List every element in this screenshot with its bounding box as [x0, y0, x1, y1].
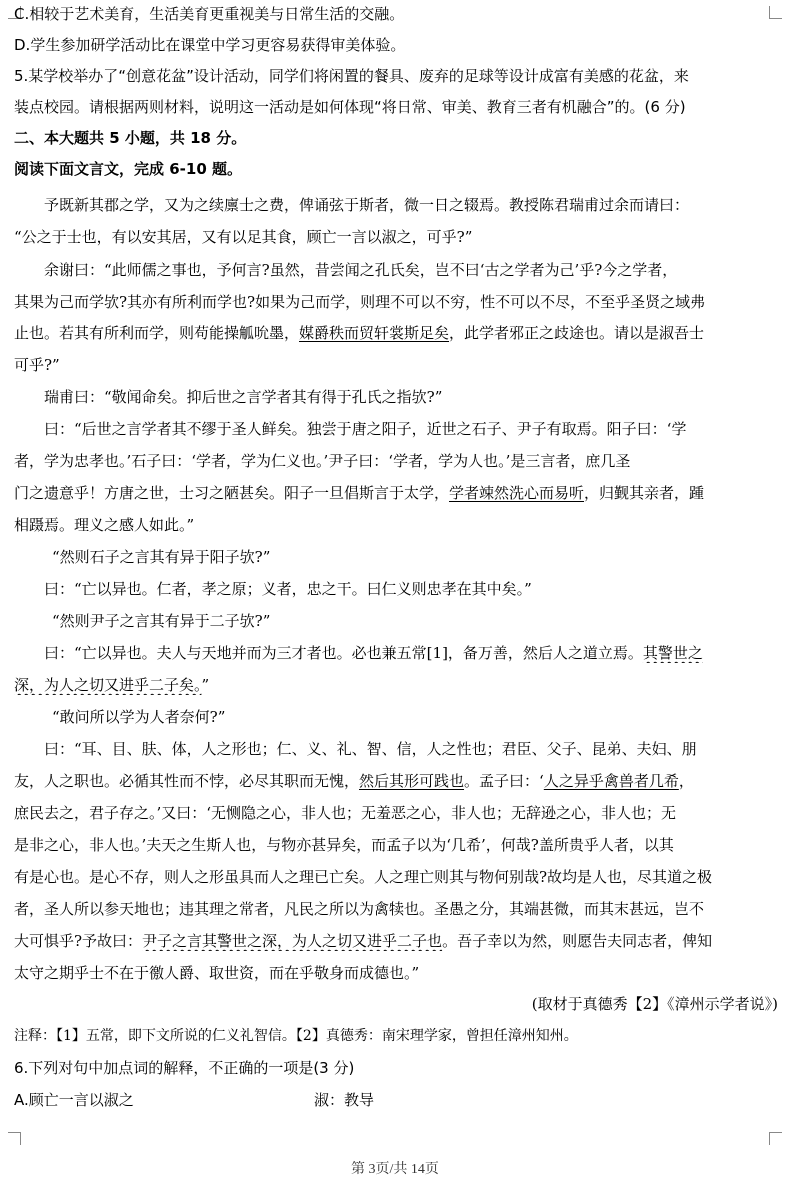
wavy-sentence-2: 尹子之言其警世之深，为人之切又进乎二子也 — [142, 932, 443, 950]
crop-mark-bottom-right — [769, 1132, 782, 1145]
wavy-sentence-1b: 深，为人之切又进乎二子矣。 — [14, 676, 202, 694]
q6-option-a: A.顾亡一言以淑之 淑：教导 — [14, 1091, 375, 1109]
passage-p7: “然则尹子之言其有异于二子欤?” — [52, 612, 271, 630]
underlined-sentence-4: 人之异乎禽兽者几希 — [543, 772, 679, 790]
wavy-sentence-1a: 其警世之 — [642, 644, 703, 662]
option-c: C.相较于艺术美育，生活美育更重视美与日常生活的交融。 — [14, 5, 405, 23]
passage-p10-line-4: 是非之心，非人也。’夫天之生斯人也，与物亦甚异矣，而孟子以为‘几希’，何哉?盖所贵乎人者，以其 — [14, 836, 674, 854]
passage-p2-line-1: 余谢曰：“此师儒之事也，予何言?虽然，昔尝闻之孔氏矣，岂不曰‘古之学者为己’乎?今之学者， — [44, 261, 678, 279]
passage-p2-line-2: 其果为己而学欤?其亦有所利而学也?如果为己而学，则理不可以不穷，性不可以不尽，不至乎圣贤之域弗 — [14, 293, 706, 311]
passage-p10-line-3: 庶民去之，君子存之。’又曰：‘无恻隐之心，非人也；无羞恶之心，非人也；无辞逊之心，非人也；无 — [14, 804, 677, 822]
passage-p2-line-4: 可乎?” — [14, 356, 60, 374]
passage-p5: “然则石子之言其有异于阳子欤?” — [52, 548, 271, 566]
passage-p1-line-1: 予既新其郡之学，又为之续廪士之费，俾诵弦于斯者，微一日之辍焉。教授陈君瑞甫过余而请曰： — [44, 196, 690, 214]
passage-p8-line-1: 曰：“亡以异也。夫人与天地并而为三才者也。必也兼五常[1]，备万善，然后人之道立焉。其警世之 — [44, 644, 703, 662]
passage-p10-line-2: 友，人之职也。必循其性而不悖，必尽其职而无愧，然后其形可践也。孟子曰：‘人之异乎禽兽者几希， — [14, 772, 694, 790]
passage-p4-line-3: 门之遗意乎！方唐之世，士习之陋甚矣。阳子一旦倡斯言于太学，学者竦然洗心而易听，归觐其亲者，踵 — [14, 484, 705, 502]
passage-p4-line-1: 曰：“后世之言学者其不缪于圣人鲜矣。独尝于唐之阳子，近世之石子、尹子有取焉。阳子曰：‘学 — [44, 420, 687, 438]
q6-stem: 6.下列对句中加点词的解释，不正确的一项是(3 分) — [14, 1059, 355, 1077]
source-citation: (取材于真德秀【2】《漳州示学者说》) — [531, 995, 778, 1013]
q5-line-1: 5.某学校举办了“创意花盆”设计活动，同学们将闲置的餐具、废弃的足球等设计成富有美感的花盆，来 — [14, 67, 689, 85]
passage-p8-line-2: 深，为人之切又进乎二子矣。” — [14, 676, 210, 694]
passage-p2-line-3: 止也。若其有所利而学，则苟能操觚吮墨，媒爵秩而贸轩裳斯足矣，此学者邪正之歧途也。请以是淑吾士 — [14, 324, 705, 342]
q5-line-2: 装点校园。请根据两则材料，说明这一活动是如何体现“将日常、审美、教育三者有机融合”的。(6 分) — [14, 98, 686, 116]
passage-p10-line-5: 有是心也。是心不存，则人之形虽具而人之理已亡矣。人之理亡则其与物何别哉?故均是人也，尽其道之极 — [14, 868, 713, 886]
page-footer: 第 3页/共 14页 — [351, 1162, 439, 1177]
section-instruction: 阅读下面文言文，完成 6-10 题。 — [14, 160, 242, 178]
option-d: D.学生参加研学活动比在课堂中学习更容易获得审美体验。 — [14, 36, 406, 54]
underlined-sentence-1: 媒爵秩而贸轩裳斯足矣 — [299, 324, 450, 342]
passage-p10-line-6: 者，圣人所以参天地也；违其理之常者，凡民之所以为禽犊也。圣愚之分，其端甚微，而其末甚远，岂不 — [14, 900, 705, 918]
passage-p4-line-2: 者，学为忠孝也。’石子曰：‘学者，学为仁义也。’尹子曰：‘学者，学为人也。’是三言者，庶几圣 — [14, 452, 631, 470]
passage-p10-line-7: 大可惧乎?予故曰：尹子之言其警世之深，为人之切又进乎二子也。吾子幸以为然，则愿告夫同志者，俾知 — [14, 932, 713, 950]
crop-mark-bottom-left — [8, 1132, 21, 1145]
underlined-sentence-3: 然后其形可践也 — [359, 772, 465, 790]
passage-p10-line-8: 太守之期乎士不在于徼人爵、取世资，而在乎敬身而成德也。” — [14, 964, 420, 982]
passage-p6: 曰：“亡以异也。仁者，孝之原；义者，忠之干。曰仁义则忠孝在其中矣。” — [44, 580, 532, 598]
section-title: 二、本大题共 5 小题，共 18 分。 — [14, 129, 247, 147]
q6-option-a-answer: 淑：教导 — [314, 1091, 375, 1109]
passage-p10-line-1: 曰：“耳、目、肤、体，人之形也；仁、义、礼、智、信，人之性也；君臣、父子、昆弟、夫妇、朋 — [44, 740, 697, 758]
passage-p1-line-2: “公之于士也，有以安其居，又有以足其食，顾亡一言以淑之，可乎?” — [14, 228, 473, 246]
underlined-sentence-2: 学者竦然洗心而易听 — [449, 484, 585, 502]
annotation-notes: 注释：【1】五常，即下文所说的仁义礼智信。【2】真德秀：南宋理学家，曾担任漳州知州。 — [14, 1028, 578, 1044]
passage-p4-line-4: 相蹑焉。理义之感人如此。” — [14, 516, 195, 534]
passage-p9: “敢问所以学为人者奈何?” — [52, 708, 226, 726]
passage-p3: 瑞甫曰：“敬闻命矣。抑后世之言学者其有得于孔氏之指欤?” — [44, 388, 443, 406]
